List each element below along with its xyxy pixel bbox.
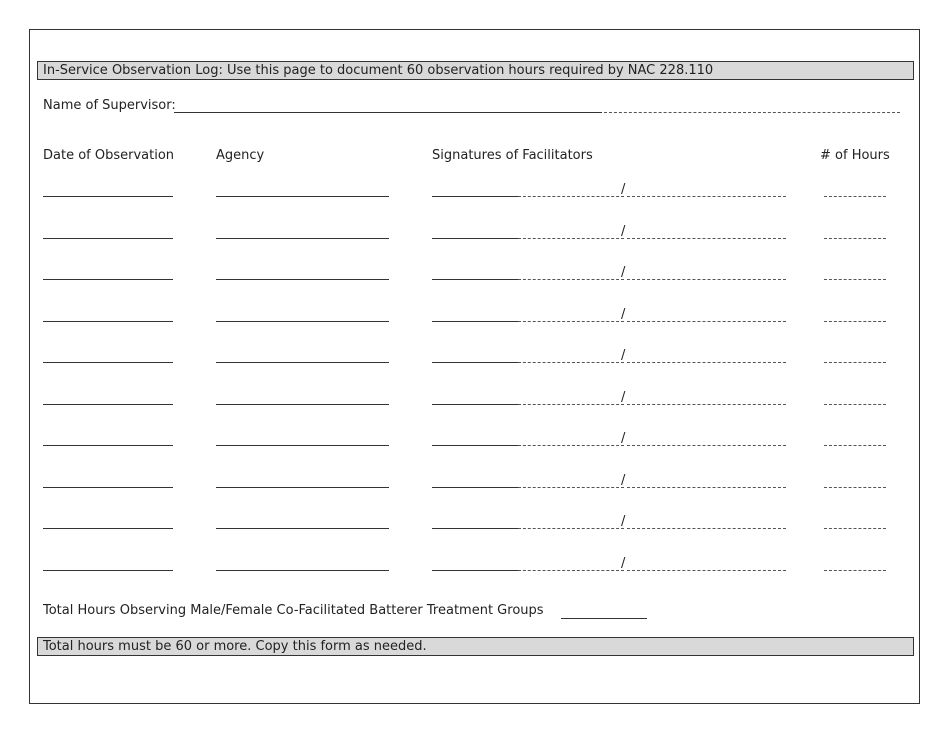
facilitator-signature-field[interactable] bbox=[432, 362, 518, 363]
signature-separator: / bbox=[621, 182, 626, 197]
facilitator-2-signature-field[interactable] bbox=[627, 528, 786, 529]
facilitator-signature-field[interactable] bbox=[432, 570, 518, 571]
date-field[interactable] bbox=[43, 238, 173, 239]
agency-field[interactable] bbox=[216, 404, 389, 405]
date-field[interactable] bbox=[43, 570, 173, 571]
facilitator-1-signature-field[interactable] bbox=[518, 196, 624, 197]
facilitator-2-signature-field[interactable] bbox=[627, 362, 786, 363]
agency-field[interactable] bbox=[216, 528, 389, 529]
hours-field[interactable] bbox=[824, 279, 886, 280]
facilitator-2-signature-field[interactable] bbox=[627, 487, 786, 488]
date-field[interactable] bbox=[43, 279, 173, 280]
facilitator-signature-field[interactable] bbox=[432, 528, 518, 529]
agency-field[interactable] bbox=[216, 196, 389, 197]
signature-separator: / bbox=[621, 307, 626, 322]
facilitator-signature-field[interactable] bbox=[432, 445, 518, 446]
hours-field[interactable] bbox=[824, 196, 886, 197]
hours-field[interactable] bbox=[824, 487, 886, 488]
facilitator-signature-field[interactable] bbox=[432, 321, 518, 322]
facilitator-2-signature-field[interactable] bbox=[627, 196, 786, 197]
column-header-hours: # of Hours bbox=[820, 148, 890, 163]
form-title-bar bbox=[37, 61, 914, 80]
agency-field[interactable] bbox=[216, 487, 389, 488]
facilitator-1-signature-field[interactable] bbox=[518, 404, 624, 405]
agency-field[interactable] bbox=[216, 445, 389, 446]
facilitator-2-signature-field[interactable] bbox=[627, 238, 786, 239]
signature-separator: / bbox=[621, 431, 626, 446]
date-field[interactable] bbox=[43, 487, 173, 488]
hours-field[interactable] bbox=[824, 445, 886, 446]
facilitator-2-signature-field[interactable] bbox=[627, 570, 786, 571]
facilitator-1-signature-field[interactable] bbox=[518, 570, 624, 571]
agency-field[interactable] bbox=[216, 362, 389, 363]
signature-separator: / bbox=[621, 473, 626, 488]
agency-field[interactable] bbox=[216, 238, 389, 239]
facilitator-2-signature-field[interactable] bbox=[627, 321, 786, 322]
signature-separator: / bbox=[621, 556, 626, 571]
footer-note: Total hours must be 60 or more. Copy this form as needed. bbox=[43, 639, 427, 654]
hours-field[interactable] bbox=[824, 321, 886, 322]
footer-note-bar bbox=[37, 637, 914, 656]
supervisor-signature-field[interactable] bbox=[604, 112, 900, 113]
signature-separator: / bbox=[621, 390, 626, 405]
hours-field[interactable] bbox=[824, 362, 886, 363]
facilitator-1-signature-field[interactable] bbox=[518, 362, 624, 363]
signature-separator: / bbox=[621, 265, 626, 280]
hours-field[interactable] bbox=[824, 570, 886, 571]
facilitator-signature-field[interactable] bbox=[432, 279, 518, 280]
date-field[interactable] bbox=[43, 321, 173, 322]
date-field[interactable] bbox=[43, 445, 173, 446]
hours-field[interactable] bbox=[824, 528, 886, 529]
facilitator-2-signature-field[interactable] bbox=[627, 404, 786, 405]
facilitator-signature-field[interactable] bbox=[432, 487, 518, 488]
facilitator-1-signature-field[interactable] bbox=[518, 279, 624, 280]
facilitator-2-signature-field[interactable] bbox=[627, 279, 786, 280]
supervisor-label: Name of Supervisor: bbox=[43, 98, 176, 113]
agency-field[interactable] bbox=[216, 279, 389, 280]
facilitator-1-signature-field[interactable] bbox=[518, 528, 624, 529]
column-header-agency: Agency bbox=[216, 148, 265, 163]
form-title: In-Service Observation Log: Use this page to document 60 observation hours required by NAC 228.110 bbox=[43, 63, 714, 78]
total-hours-field[interactable] bbox=[561, 618, 647, 619]
hours-field[interactable] bbox=[824, 238, 886, 239]
date-field[interactable] bbox=[43, 528, 173, 529]
date-field[interactable] bbox=[43, 362, 173, 363]
agency-field[interactable] bbox=[216, 570, 389, 571]
facilitator-2-signature-field[interactable] bbox=[627, 445, 786, 446]
column-header-signatures: Signatures of Facilitators bbox=[432, 148, 593, 163]
facilitator-1-signature-field[interactable] bbox=[518, 321, 624, 322]
signature-separator: / bbox=[621, 348, 626, 363]
date-field[interactable] bbox=[43, 404, 173, 405]
column-header-date: Date of Observation bbox=[43, 148, 175, 163]
facilitator-signature-field[interactable] bbox=[432, 196, 518, 197]
facilitator-signature-field[interactable] bbox=[432, 238, 518, 239]
facilitator-1-signature-field[interactable] bbox=[518, 238, 624, 239]
facilitator-signature-field[interactable] bbox=[432, 404, 518, 405]
hours-field[interactable] bbox=[824, 404, 886, 405]
date-field[interactable] bbox=[43, 196, 173, 197]
signature-separator: / bbox=[621, 514, 626, 529]
facilitator-1-signature-field[interactable] bbox=[518, 445, 624, 446]
signature-separator: / bbox=[621, 224, 626, 239]
facilitator-1-signature-field[interactable] bbox=[518, 487, 624, 488]
supervisor-name-field[interactable] bbox=[174, 112, 602, 113]
agency-field[interactable] bbox=[216, 321, 389, 322]
total-hours-label: Total Hours Observing Male/Female Co-Facilitated Batterer Treatment Groups bbox=[43, 603, 544, 618]
